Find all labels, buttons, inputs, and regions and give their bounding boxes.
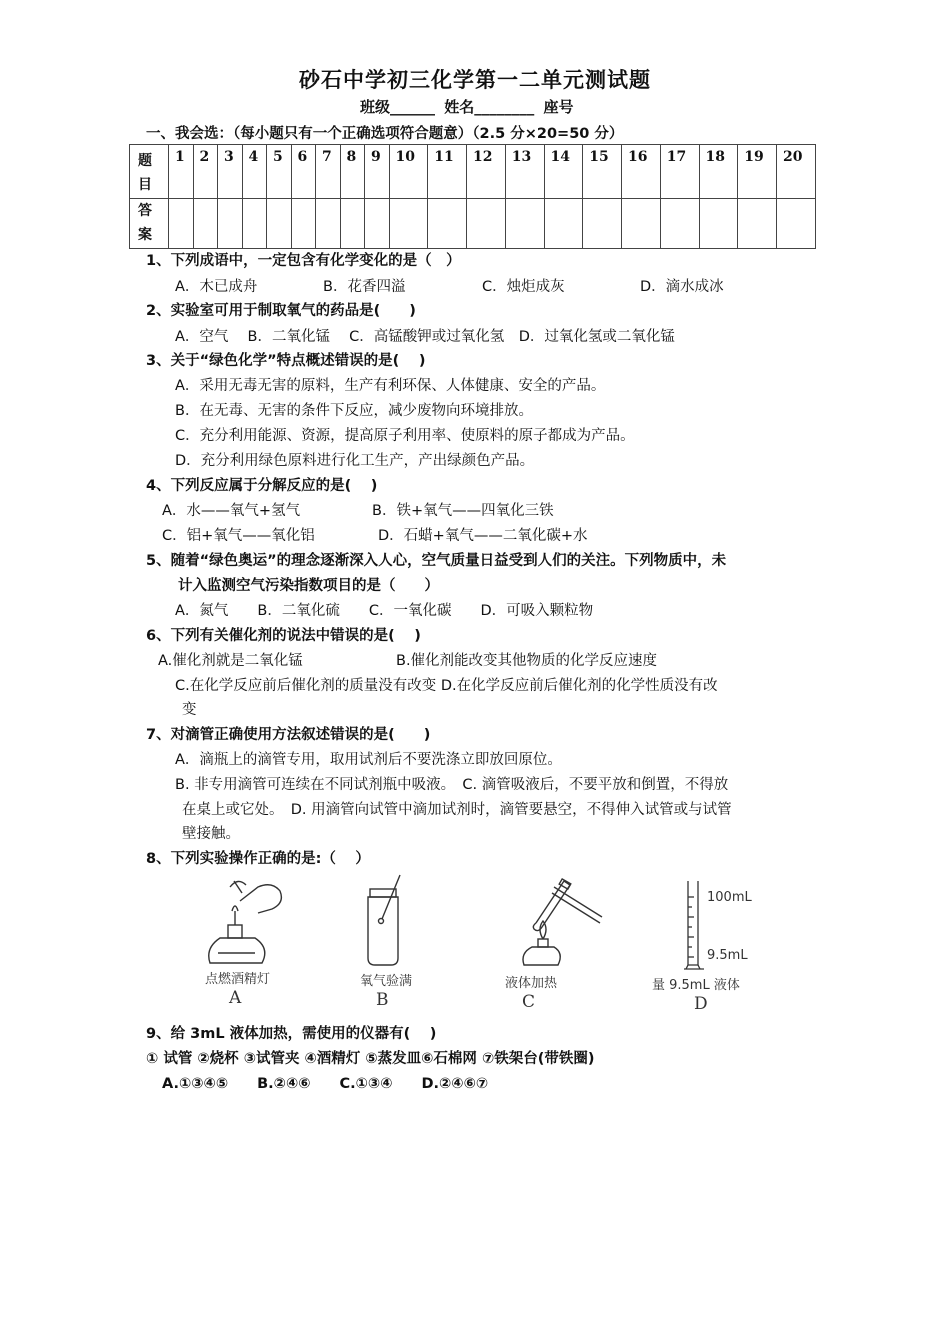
- answer-cell[interactable]: [340, 199, 365, 249]
- name-field: 姓名________: [444, 98, 535, 116]
- q1-stem: 1、下列成语中，一定包含有化学变化的是（ ）: [146, 253, 461, 269]
- figure-b-oxygen-bottle: [358, 873, 418, 973]
- answer-cell[interactable]: [169, 199, 194, 249]
- q4-stem: 4、下列反应属于分解反应的是( ): [146, 478, 378, 494]
- q6-option-cd-wrap: 变: [182, 702, 197, 718]
- q1-option-a: A．木已成舟: [175, 279, 258, 295]
- answer-cell[interactable]: [467, 199, 506, 249]
- question-number-cell: 8: [340, 145, 365, 199]
- answer-cell[interactable]: [218, 199, 243, 249]
- q7-options-cd: 在桌上或它处。 D. 用滴管向试管中滴加试剂时，滴管要悬空，不得伸入试管或与试管: [182, 802, 732, 818]
- cylinder-mark-label: 9.5mL: [707, 948, 748, 963]
- answer-cell[interactable]: [389, 199, 428, 249]
- q7-option-d-wrap: 壁接触。: [182, 826, 240, 842]
- q1-option-b: B．花香四溢: [323, 279, 406, 295]
- question-number-cell: 15: [583, 145, 622, 199]
- answer-cell[interactable]: [622, 199, 661, 249]
- figure-c-letter: C: [522, 992, 536, 1012]
- student-info: [360, 96, 578, 117]
- question-number-cell: 2: [193, 145, 218, 199]
- answer-cell[interactable]: [505, 199, 544, 249]
- q4-option-d: D．石蜡+氧气——二氧化碳+水: [378, 528, 588, 544]
- question-number-cell: 4: [242, 145, 267, 199]
- answer-cell[interactable]: [242, 199, 267, 249]
- q4-option-c: C．铝+氧气——氧化铝: [162, 528, 315, 544]
- question-number-cell: 3: [218, 145, 243, 199]
- q7-options-bc: B. 非专用滴管可连续在不同试剂瓶中吸液。 C. 滴管吸液后，不要平放和倒置，不得放: [175, 777, 729, 793]
- q3-stem: 3、关于“绿色化学”特点概述错误的是( ): [146, 353, 426, 369]
- q4-option-b: B．铁+氧气——四氧化三铁: [372, 503, 554, 519]
- q1-option-c: C．烛炬成灰: [482, 279, 565, 295]
- figure-b-letter: B: [376, 990, 389, 1010]
- q9-options: A.①③④⑤ B.②④⑥ C.①③④ D.②④⑥⑦: [162, 1076, 489, 1092]
- q6-option-cd: C.在化学反应前后催化剂的质量没有改变 D.在化学反应前后催化剂的化学性质没有改: [175, 678, 718, 694]
- q6-stem: 6、下列有关催化剂的说法中错误的是( ): [146, 628, 421, 644]
- answer-cell[interactable]: [365, 199, 390, 249]
- figure-b-caption: 氧气验满: [360, 974, 413, 989]
- q8-stem: 8、下列实验操作正确的是:（ ）: [146, 851, 370, 867]
- q4-option-a: A．水——氧气+氢气: [162, 503, 301, 519]
- answer-table: [129, 144, 816, 249]
- figure-d-caption: 量 9.5mL 液体: [652, 978, 740, 993]
- answer-cell[interactable]: [291, 199, 316, 249]
- question-number-cell: 11: [428, 145, 467, 199]
- q6-option-b: B.催化剂能改变其他物质的化学反应速度: [396, 653, 658, 669]
- answer-cell[interactable]: [583, 199, 622, 249]
- answer-cell[interactable]: [544, 199, 583, 249]
- row-label-answer: 答 案: [130, 199, 169, 249]
- q2-stem: 2、实验室可用于制取氧气的药品是( ): [146, 303, 416, 319]
- row-label-question: 题 目: [130, 145, 169, 199]
- q2-options: A．空气 B．二氧化锰 C．高锰酸钾或过氧化氢 D．过氧化氢或二氧化锰: [175, 329, 675, 345]
- q7-option-a: A．滴瓶上的滴管专用，取用试剂后不要洗涤立即放回原位。: [175, 752, 562, 768]
- question-number-cell: 7: [316, 145, 341, 199]
- question-number-cell: 20: [777, 145, 816, 199]
- question-number-cell: 16: [622, 145, 661, 199]
- question-number-cell: 18: [699, 145, 738, 199]
- q9-items: ① 试管 ②烧杯 ③试管夹 ④酒精灯 ⑤蒸发皿⑥石棉网 ⑦铁架台(带铁圈): [146, 1051, 595, 1067]
- figure-a-letter: A: [229, 988, 242, 1008]
- answer-cell[interactable]: [738, 199, 777, 249]
- question-number-cell: 13: [505, 145, 544, 199]
- seat-field: 座号: [543, 98, 574, 116]
- question-number-cell: 6: [291, 145, 316, 199]
- q5-stem-line1: 5、随着“绿色奥运”的理念逐渐深入人心，空气质量日益受到人们的关注。下列物质中，未: [146, 553, 727, 569]
- q7-stem: 7、对滴管正确使用方法叙述错误的是( ): [146, 727, 431, 743]
- question-number-cell: 12: [467, 145, 506, 199]
- question-number-cell: 5: [267, 145, 292, 199]
- answer-cell[interactable]: [660, 199, 699, 249]
- question-number-cell: 1: [169, 145, 194, 199]
- answer-cell[interactable]: [316, 199, 341, 249]
- answer-cell[interactable]: [777, 199, 816, 249]
- q1-option-d: D．滴水成冰: [640, 279, 724, 295]
- question-number-cell: 14: [544, 145, 583, 199]
- class-field: 班级______: [360, 98, 436, 116]
- figure-d-letter: D: [694, 994, 708, 1014]
- q6-option-a: A.催化剂就是二氧化锰: [158, 653, 303, 669]
- question-number-cell: 9: [365, 145, 390, 199]
- figure-a-alcohol-lamp: [200, 873, 290, 973]
- question-number-cell: 19: [738, 145, 777, 199]
- question-number-cell: 10: [389, 145, 428, 199]
- q3-option-b: B．在无毒、无害的条件下反应，减少废物向环境排放。: [175, 403, 533, 419]
- q3-option-c: C．充分利用能源、资源，提高原子利用率、使原料的原子都成为产品。: [175, 428, 635, 444]
- page-title: 砂石中学初三化学第一二单元测试题: [299, 68, 651, 92]
- q5-options: A．氮气 B．二氧化硫 C．一氧化碳 D．可吸入颗粒物: [175, 603, 594, 619]
- answer-cell[interactable]: [428, 199, 467, 249]
- q9-stem: 9、给 3mL 液体加热，需使用的仪器有( ): [146, 1026, 437, 1042]
- cylinder-top-label: 100mL: [707, 890, 752, 905]
- q5-stem-line2: 计入监测空气污染指数项目的是（ ）: [178, 578, 439, 594]
- q3-option-d: D．充分利用绿色原料进行化工生产，产出绿颜色产品。: [175, 453, 535, 469]
- q3-option-a: A．采用无毒无害的原料，生产有利环保、人体健康、安全的产品。: [175, 378, 606, 394]
- figure-c-heating-test-tube: [512, 873, 607, 973]
- answer-cell[interactable]: [267, 199, 292, 249]
- answer-cell[interactable]: [193, 199, 218, 249]
- answer-cell[interactable]: [699, 199, 738, 249]
- figure-c-caption: 液体加热: [505, 976, 558, 991]
- figure-a-caption: 点燃酒精灯: [205, 972, 271, 987]
- question-number-cell: 17: [660, 145, 699, 199]
- section-heading: 一、我会选：（每小题只有一个正确选项符合题意）（2.5 分×20=50 分）: [146, 126, 624, 142]
